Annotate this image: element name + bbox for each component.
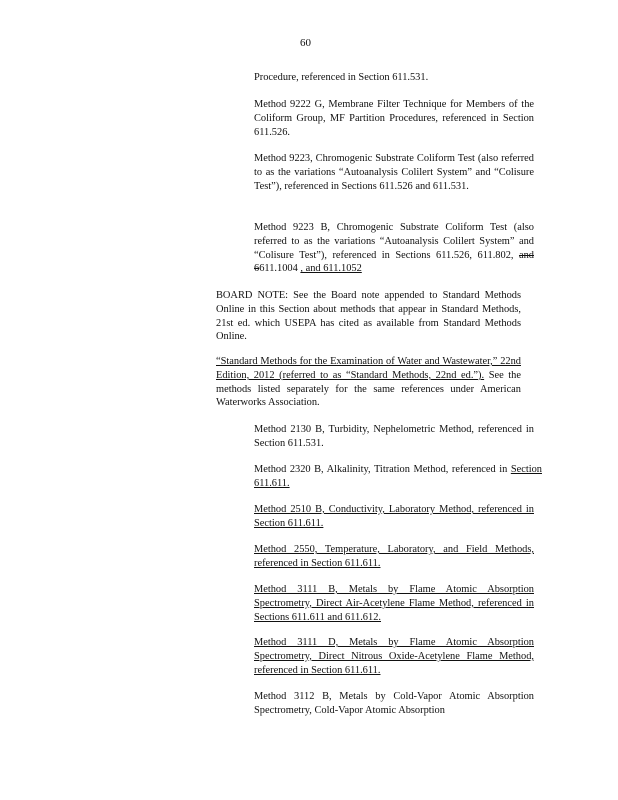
paragraph-method-9223: Method 9223, Chromogenic Substrate Coliform Test (also referred to as the variations “Autoanalysis Colilert System” and “Colisure Test”), referenced in Sections 611.526 and 611.531. xyxy=(254,153,534,192)
method-2320-b-text: Method 2320 B, Alkalinity, Titration Method, referenced in xyxy=(254,464,508,475)
paragraph-procedure-611-531: Procedure, referenced in Section 611.531. xyxy=(254,72,429,83)
paragraph-method-2510-b: Method 2510 B, Conductivity, Laboratory Method, referenced in Section 611.611. xyxy=(254,504,534,529)
paragraph-method-2130-b: Method 2130 B, Turbidity, Nephelometric Method, referenced in Section 611.531. xyxy=(254,424,534,449)
standard-methods-22nd-title: “Standard Methods for the Examination of Water and Wastewater,” 22nd Edition, 2012 (referred to as “Standard Methods, 22nd ed.”). xyxy=(216,356,521,381)
method-2320-b-added: Section 611.611. xyxy=(254,464,542,489)
paragraph-method-3112-b: Method 3112 B, Metals by Cold-Vapor Atomic Absorption Spectrometry, Cold-Vapor Atomic Absorption xyxy=(254,691,534,716)
method-9223-b-section: 611.1004 xyxy=(259,263,298,275)
paragraph-method-9223-b xyxy=(254,221,534,276)
deleted-text: and 6 xyxy=(254,249,534,275)
paragraph-method-3111-b: Method 3111 B, Metals by Flame Atomic Absorption Spectrometry, Direct Air-Acetylene Flame Method, referenced in Sections 611.611 and 611.612. xyxy=(254,584,534,623)
paragraph-method-9222-g: Method 9222 G, Membrane Filter Technique for Members of the Coliform Group, MF Partition Procedures, referenced in Section 611.526. xyxy=(254,99,534,138)
board-note: BOARD NOTE: See the Board note appended to Standard Methods Online in this Section about methods that appear in Standard Methods, 21st ed. which USEPA has cited as available from Standard Methods Online. xyxy=(216,290,521,343)
added-text: , and 611.1052 xyxy=(300,263,362,275)
paragraph-method-3111-d: Method 3111 D, Metals by Flame Atomic Absorption Spectrometry, Direct Nitrous Oxide-Acetylene Flame Method, referenced in Section 611.611. xyxy=(254,637,534,676)
page-number: 60 xyxy=(300,37,311,49)
paragraph-method-2550: Method 2550, Temperature, Laboratory, and Field Methods, referenced in Section 611.611. xyxy=(254,544,534,569)
paragraph-standard-methods-22nd xyxy=(216,355,521,410)
standard-methods-22nd-note: See the methods listed separately for the same references under American Waterworks Association. xyxy=(216,369,521,409)
paragraph-method-2320-b xyxy=(254,463,542,491)
method-9223-b-text: Method 9223 B, Chromogenic Substrate Coliform Test (also referred to as the variations “Autoanalysis Colilert System” and “Colisure Test”), referenced in Sections 611.526, 611.802, xyxy=(254,222,534,261)
